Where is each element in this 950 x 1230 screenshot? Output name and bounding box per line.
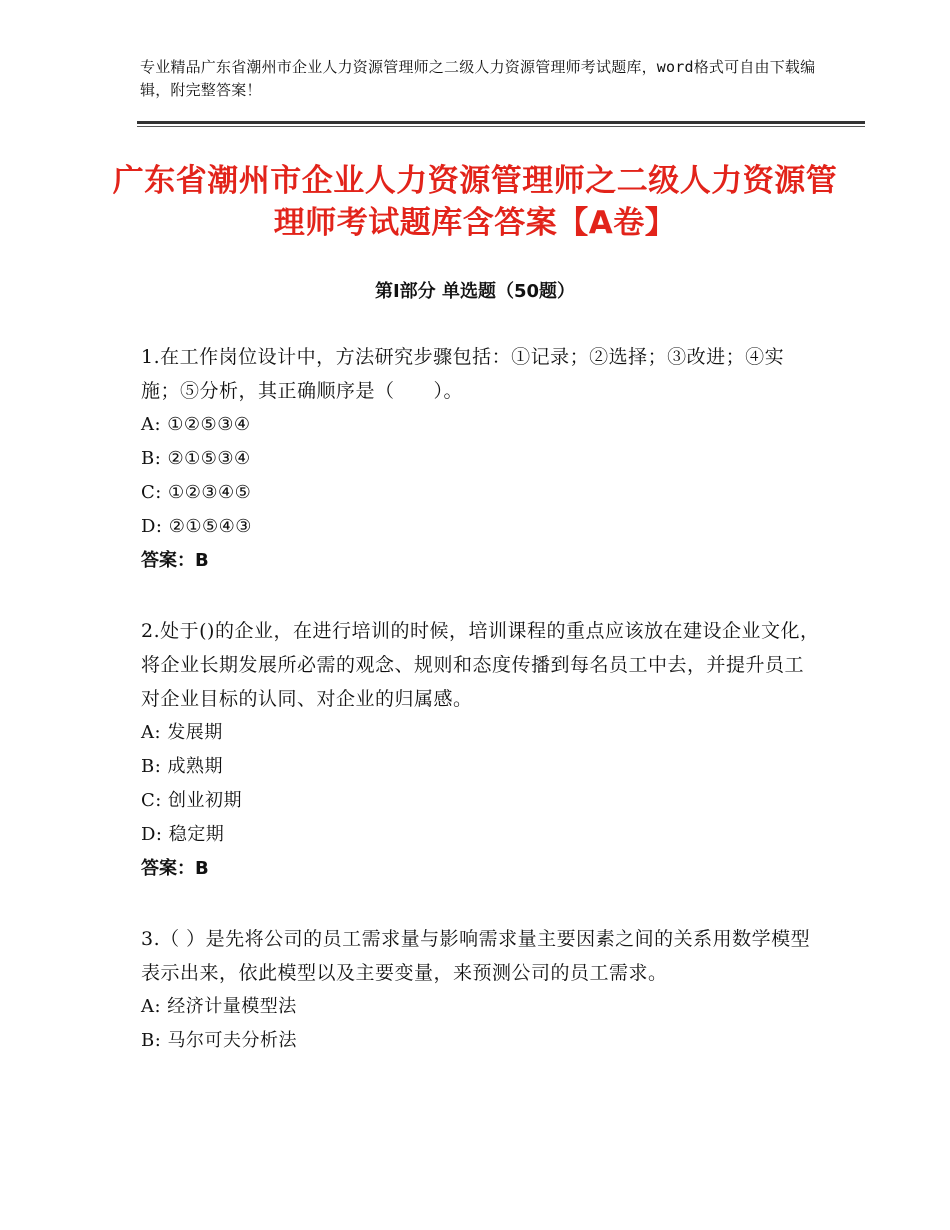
option-d: D: ②①⑤④③ xyxy=(141,516,252,537)
header-divider-thin xyxy=(137,126,865,127)
option-d: D: 稳定期 xyxy=(141,824,225,845)
question-stem: 1.在工作岗位设计中，方法研究步骤包括：①记录；②选择；③改进；④实施；⑤分析，其正确顺序是（ ）。 xyxy=(141,346,785,402)
question-2 xyxy=(141,614,821,886)
option-a: A: 经济计量模型法 xyxy=(141,996,297,1017)
answer-line: 答案：B xyxy=(141,550,209,571)
document-title: 广东省潮州市企业人力资源管理师之二级人力资源管理师考试题库含答案【A卷】 xyxy=(112,163,838,241)
option-a: A: 发展期 xyxy=(141,722,223,743)
section-title: 第Ⅰ部分 单选题（50题） xyxy=(374,281,575,302)
header-divider xyxy=(137,121,865,124)
question-1 xyxy=(141,340,821,578)
option-b: B: 成熟期 xyxy=(141,756,224,777)
question-stem: 3.（ ）是先将公司的员工需求量与影响需求量主要因素之间的关系用数学模型表示出来，依此模型以及主要变量，来预测公司的员工需求。 xyxy=(141,928,811,984)
option-c: C: ①②③④⑤ xyxy=(141,482,252,503)
question-3 xyxy=(141,922,821,1058)
option-b: B: ②①⑤③④ xyxy=(141,448,251,469)
option-b: B: 马尔可夫分析法 xyxy=(141,1030,298,1051)
option-c: C: 创业初期 xyxy=(141,790,243,811)
question-stem: 2.处于()的企业，在进行培训的时候，培训课程的重点应该放在建设企业文化，将企业长期发展所必需的观念、规则和态度传播到每名员工中去，并提升员工对企业目标的认同、对企业的归属感。 xyxy=(141,620,820,710)
question-list xyxy=(141,340,821,1094)
option-a: A: ①②⑤③④ xyxy=(141,414,251,435)
answer-line: 答案：B xyxy=(141,858,209,879)
header-note: 专业精品广东省潮州市企业人力资源管理师之二级人力资源管理师考试题库，word格式可自由下载编辑，附完整答案！ xyxy=(140,58,816,99)
